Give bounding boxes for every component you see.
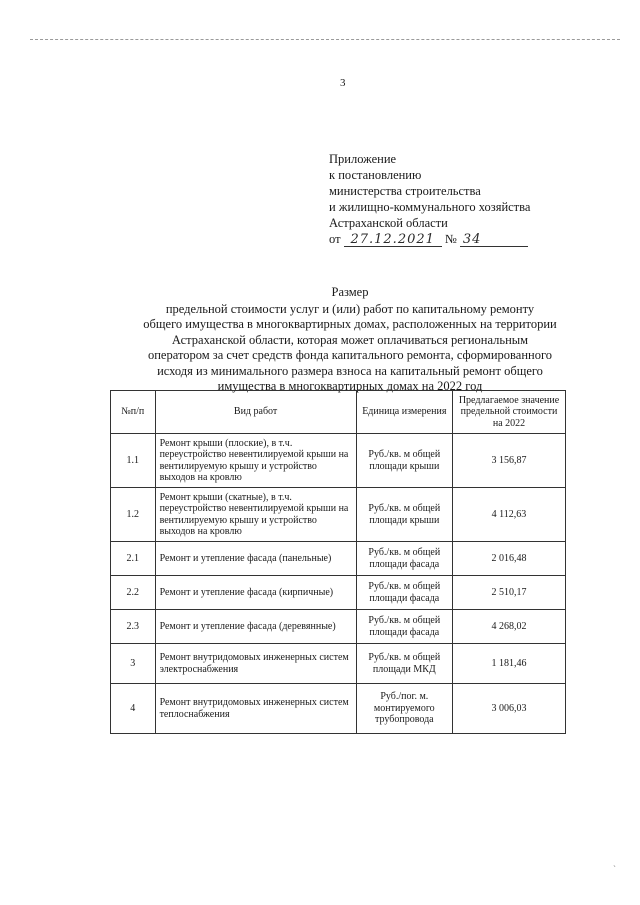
row-value: 1 181,46 (453, 644, 566, 684)
scan-top-edge (30, 39, 620, 40)
cost-table (110, 390, 566, 734)
row-work: Ремонт крыши (плоские), в т.ч. переустройство невентилируемой крыши на вентилируемую крышу и устройство выходов на кровлю (155, 434, 356, 488)
row-value: 2 510,17 (453, 576, 566, 610)
row-unit: Руб./кв. м общей площади крыши (356, 434, 452, 488)
table-row (111, 644, 566, 684)
row-unit: Руб./кв. м общей площади фасада (356, 610, 452, 644)
table-row (111, 434, 566, 488)
row-value: 3 156,87 (453, 434, 566, 488)
row-work: Ремонт и утепление фасада (кирпичные) (155, 576, 356, 610)
table-row (111, 610, 566, 644)
row-num: 2.2 (111, 576, 156, 610)
row-num: 3 (111, 644, 156, 684)
appendix-line: и жилищно-коммунального хозяйства (329, 200, 531, 214)
date-prefix: от (329, 232, 341, 246)
scan-corner-mark: ˎ (613, 857, 616, 867)
title-line: исходя из минимального размера взноса на капитальный ремонт общего (157, 363, 543, 378)
row-value: 4 268,02 (453, 610, 566, 644)
table-row (111, 488, 566, 542)
handwritten-number: 34 (460, 233, 528, 247)
document-title (110, 285, 590, 395)
row-value: 4 112,63 (453, 488, 566, 542)
table-row (111, 542, 566, 576)
appendix-block (329, 151, 609, 247)
row-unit: Руб./кв. м общей площади фасада (356, 576, 452, 610)
row-unit: Руб./кв. м общей площади МКД (356, 644, 452, 684)
row-unit: Руб./кв. м общей площади крыши (356, 488, 452, 542)
title-line: оператором за счет средств фонда капитального ремонта, сформированного (147, 348, 553, 362)
row-work: Ремонт и утепление фасада (панельные) (155, 542, 356, 576)
table-row (111, 576, 566, 610)
date-number-row (329, 231, 609, 247)
row-value: 2 016,48 (453, 542, 566, 576)
title-line: предельной стоимости услуг и (или) работ по капитальному ремонту (165, 301, 535, 316)
header-value: Предлагаемое значение предельной стоимости на 2022 (453, 391, 566, 434)
title-heading: Размер (331, 285, 369, 299)
row-num: 1.2 (111, 488, 156, 542)
row-num: 2.3 (111, 610, 156, 644)
row-value: 3 006,03 (453, 684, 566, 734)
table-header-row (111, 391, 566, 434)
number-prefix: № (444, 232, 457, 246)
row-work: Ремонт внутридомовых инженерных систем электроснабжения (155, 644, 356, 684)
row-unit: Руб./кв. м общей площади фасада (356, 542, 452, 576)
title-line: общего имущества в многоквартирных домах, расположенных на территории (143, 317, 557, 331)
header-unit: Единица измерения (356, 391, 452, 434)
row-work: Ремонт и утепление фасада (деревянные) (155, 610, 356, 644)
header-num: №п/п (111, 391, 156, 434)
row-num: 4 (111, 684, 156, 734)
header-work: Вид работ (155, 391, 356, 434)
page-number: 3 (340, 77, 346, 89)
appendix-line: Приложение (329, 152, 397, 166)
row-work: Ремонт крыши (скатные), в т.ч. переустройство невентилируемой крыши на вентилируемую крышу и устройство выходов на кровлю (155, 488, 356, 542)
row-unit: Руб./пог. м. монтируемого трубопровода (356, 684, 452, 734)
row-num: 2.1 (111, 542, 156, 576)
row-work: Ремонт внутридомовых инженерных систем теплоснабжения (155, 684, 356, 734)
row-num: 1.1 (111, 434, 156, 488)
title-line: Астраханской области, которая может оплачиваться региональным (171, 332, 529, 347)
title-line: имущества в многоквартирных домах на 2022 год (217, 379, 483, 393)
appendix-line: к постановлению (329, 168, 422, 182)
appendix-line: Астраханской области (329, 216, 448, 230)
handwritten-date: 27.12.2021 (344, 233, 442, 247)
table-row (111, 684, 566, 734)
appendix-line: министерства строительства (329, 184, 481, 198)
